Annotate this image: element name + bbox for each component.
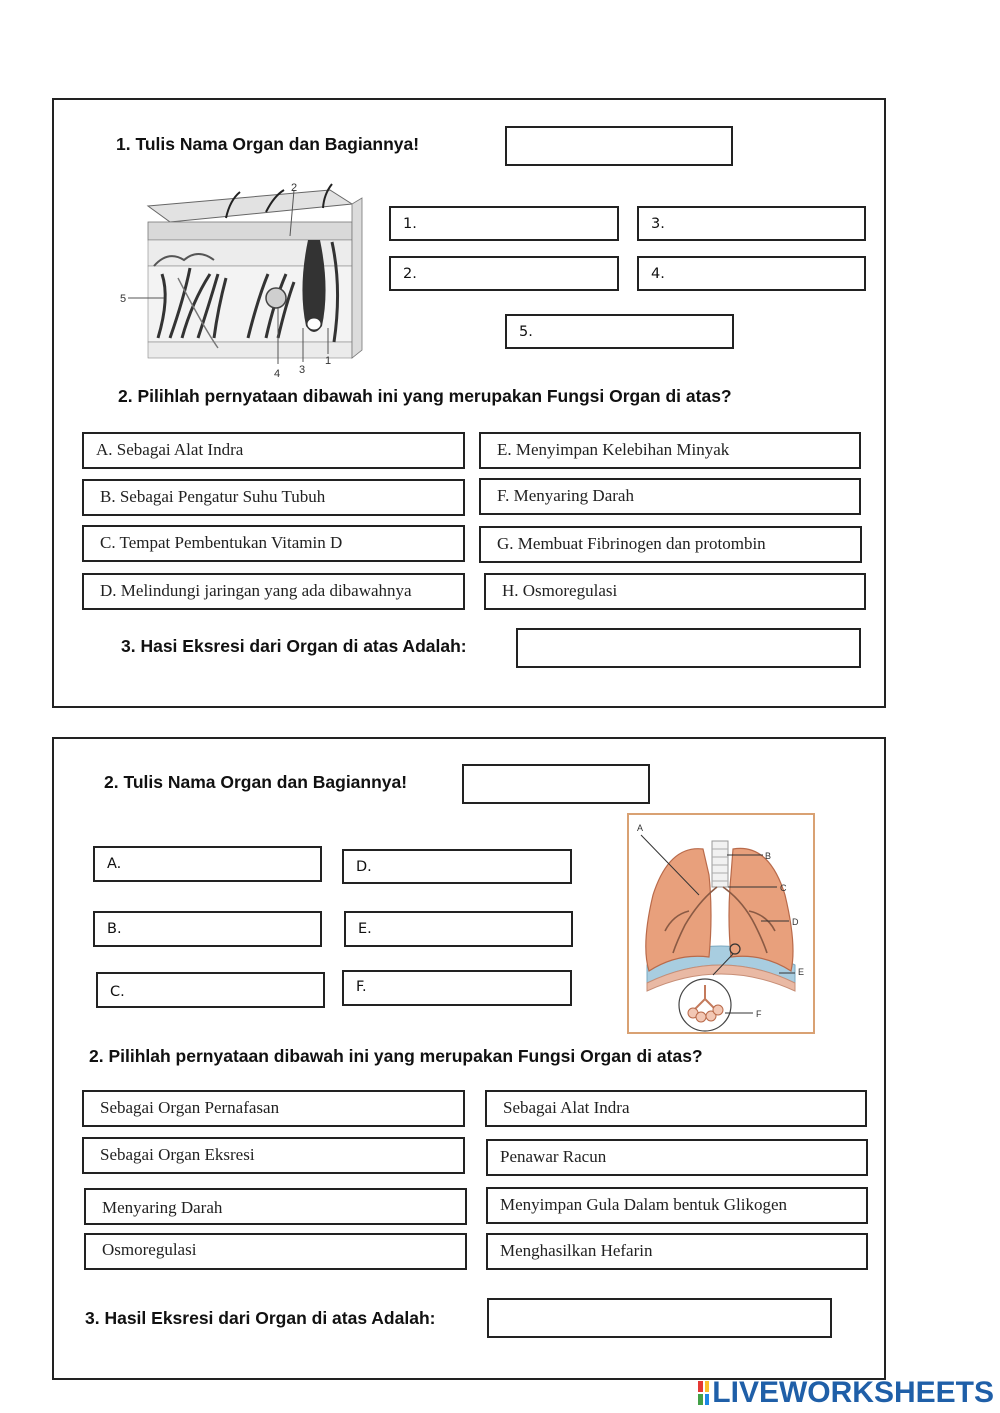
section2-title: 2. Tulis Nama Organ dan Bagiannya! xyxy=(104,772,408,792)
diagram-letter-A: A xyxy=(637,823,644,833)
excretion-input-1[interactable] xyxy=(516,628,861,668)
part-input-A[interactable]: A. xyxy=(93,846,322,882)
diagram-letter-C: C xyxy=(780,883,787,893)
section1-question3: 3. Hasi Eksresi dari Organ di atas Adalah: xyxy=(121,636,467,656)
diagram-number-5: 5 xyxy=(120,293,127,305)
skin-diagram xyxy=(118,178,368,380)
option-glikogen[interactable]: Menyimpan Gula Dalam bentuk Glikogen xyxy=(486,1187,868,1224)
diagram-letter-E: E xyxy=(798,967,805,977)
diagram-number-2: 2 xyxy=(291,182,298,194)
diagram-number-4: 4 xyxy=(274,368,281,380)
skin-diagram-svg xyxy=(118,178,368,380)
part-input-D[interactable]: D. xyxy=(342,849,572,884)
excretion-input-2[interactable] xyxy=(487,1298,832,1338)
option-menyaring-darah[interactable]: Menyaring Darah xyxy=(84,1188,467,1225)
section1-question2: 2. Pilihlah pernyataan dibawah ini yang merupakan Fungsi Organ di atas? xyxy=(118,386,732,406)
organ-name-input-1[interactable] xyxy=(505,126,733,166)
part-input-E[interactable]: E. xyxy=(344,911,573,947)
section2-question3: 3. Hasil Eksresi dari Organ di atas Adalah: xyxy=(85,1308,436,1328)
diagram-letter-B: B xyxy=(765,851,772,861)
brand-text: LIVEWORKSHEETS xyxy=(712,1376,994,1409)
part-input-C[interactable]: C. xyxy=(96,972,325,1008)
part-input-2[interactable]: 2. xyxy=(389,256,619,291)
part-input-3[interactable]: 3. xyxy=(637,206,866,241)
diagram-number-3: 3 xyxy=(299,364,306,376)
option-hefarin[interactable]: Menghasilkan Hefarin xyxy=(486,1233,868,1270)
part-input-1[interactable]: 1. xyxy=(389,206,619,241)
part-input-F[interactable]: F. xyxy=(342,970,572,1006)
diagram-letter-D: D xyxy=(792,917,799,927)
section2-question2: 2. Pilihlah pernyataan dibawah ini yang merupakan Fungsi Organ di atas? xyxy=(89,1046,703,1066)
part-input-5[interactable]: 5. xyxy=(505,314,734,349)
lungs-diagram xyxy=(627,813,815,1034)
option-E[interactable]: E. Menyimpan Kelebihan Minyak xyxy=(479,432,861,469)
option-F[interactable]: F. Menyaring Darah xyxy=(479,478,861,515)
option-alat-indra[interactable]: Sebagai Alat Indra xyxy=(485,1090,867,1127)
option-D[interactable]: D. Melindungi jaringan yang ada dibawahnya xyxy=(82,573,465,610)
option-B[interactable]: B. Sebagai Pengatur Suhu Tubuh xyxy=(82,479,465,516)
lungs-diagram-svg xyxy=(629,815,813,1032)
option-organ-pernafasan[interactable]: Sebagai Organ Pernafasan xyxy=(82,1090,465,1127)
part-input-4[interactable]: 4. xyxy=(637,256,866,291)
option-A[interactable]: A. Sebagai Alat Indra xyxy=(82,432,465,469)
option-H[interactable]: H. Osmoregulasi xyxy=(484,573,866,610)
diagram-number-1: 1 xyxy=(325,355,332,367)
liveworksheets-logo xyxy=(698,1376,994,1410)
option-C[interactable]: C. Tempat Pembentukan Vitamin D xyxy=(82,525,465,562)
diagram-letter-F: F xyxy=(756,1009,762,1019)
option-G[interactable]: G. Membuat Fibrinogen dan protombin xyxy=(479,526,862,563)
part-input-B[interactable]: B. xyxy=(93,911,322,947)
option-organ-eksresi[interactable]: Sebagai Organ Eksresi xyxy=(82,1137,465,1174)
option-osmoregulasi[interactable]: Osmoregulasi xyxy=(84,1233,467,1270)
option-penawar-racun[interactable]: Penawar Racun xyxy=(486,1139,868,1176)
section1-title: 1. Tulis Nama Organ dan Bagiannya! xyxy=(116,134,420,154)
organ-name-input-2[interactable] xyxy=(462,764,650,804)
logo-icon xyxy=(698,1381,709,1405)
